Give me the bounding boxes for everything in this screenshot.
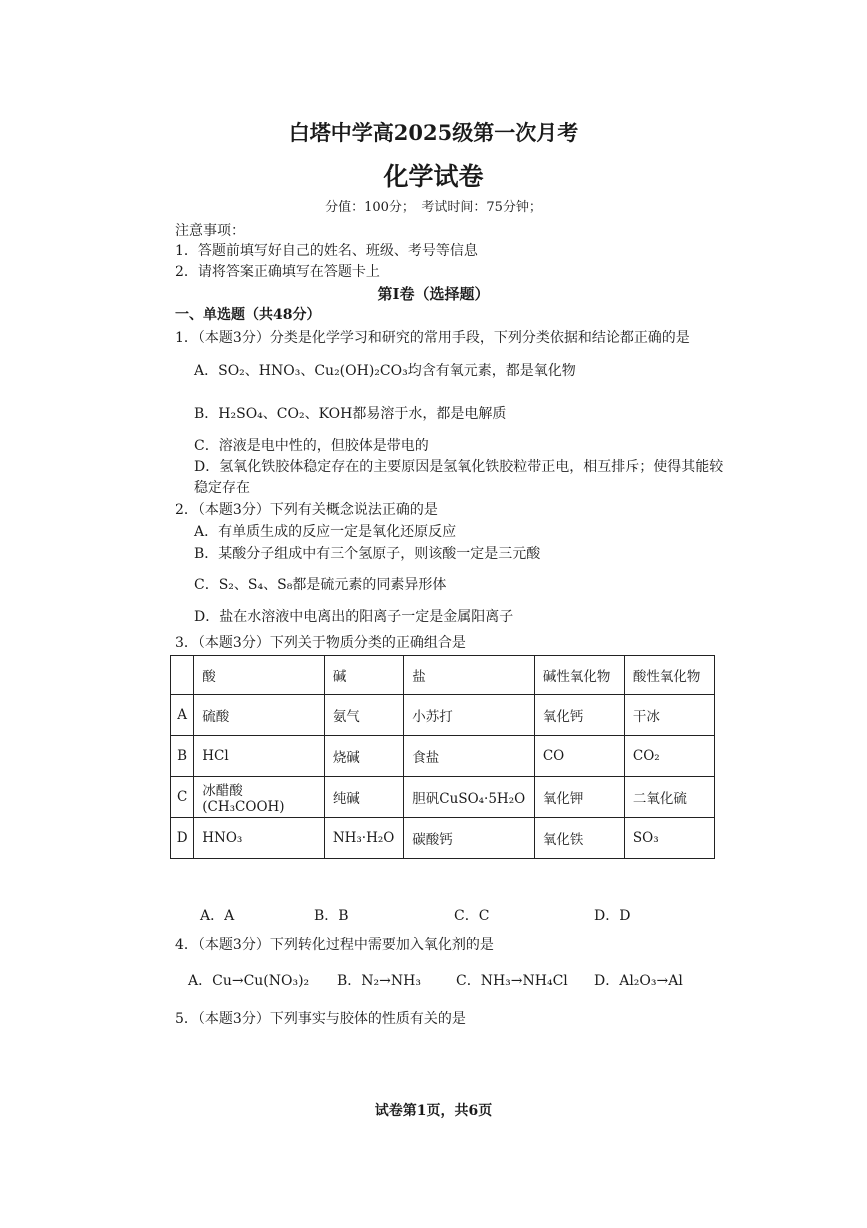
note-item: 2．请将答案正确填写在答题卡上: [175, 264, 380, 280]
table-row: [171, 695, 715, 736]
page-footer: 试卷第1页，共6页: [374, 1103, 493, 1119]
note-item: 1．答题前填写好自己的姓名、班级、考号等信息: [175, 243, 478, 259]
table-cell: 纯碱: [324, 777, 403, 818]
table-cell: 食盐: [404, 736, 535, 777]
option-b: B．某酸分子组成中有三个氢原子，则该酸一定是三元酸: [194, 546, 541, 562]
table-cell: 氧化铁: [534, 818, 624, 859]
option-c: C．S₂、S₄、S₈都是硫元素的同素异形体: [194, 577, 447, 593]
option-a: A．A: [200, 908, 235, 924]
option-c: C．NH₃→NH₄Cl: [456, 973, 568, 989]
classification-table: [170, 655, 715, 859]
section-title: 第Ⅰ卷（选择题）: [377, 285, 490, 303]
table-header-cell: 酸性氧化物: [624, 656, 714, 695]
table-cell: 二氧化硫: [624, 777, 714, 818]
option-b: B．B: [314, 908, 349, 924]
table-header-cell: 碱性氧化物: [534, 656, 624, 695]
option-d-continued: 稳定存在: [194, 480, 250, 496]
option-d: D．盐在水溶液中电离出的阳离子一定是金属阳离子: [194, 609, 514, 625]
table-cell: 氧化钙: [534, 695, 624, 736]
option-b: B．H₂SO₄、CO₂、KOH都易溶于水，都是电解质: [194, 406, 507, 422]
table-cell: NH₃·H₂O: [324, 818, 403, 859]
option-c: C．C: [454, 908, 490, 924]
table-cell: 硫酸: [194, 695, 325, 736]
exam-title: 白塔中学高2025级第一次月考: [288, 120, 579, 145]
option-a: A．有单质生成的反应一定是氧化还原反应: [194, 524, 457, 540]
table-cell: A: [171, 695, 194, 736]
table-cell: CO: [534, 736, 624, 777]
table-cell: SO₃: [624, 818, 714, 859]
question-stem: 1．（本题3分）分类是化学学习和研究的常用手段，下列分类依据和结论都正确的是: [175, 330, 690, 346]
table-cell: 冰醋酸(CH₃COOH): [194, 777, 325, 818]
table-cell: 胆矾CuSO₄·5H₂O: [404, 777, 535, 818]
table-cell: 干冰: [624, 695, 714, 736]
table-cell: 氨气: [324, 695, 403, 736]
exam-meta: 分值：100分； 考试时间：75分钟；: [325, 200, 542, 215]
table-cell: C: [171, 777, 194, 818]
table-cell: HNO₃: [194, 818, 325, 859]
option-d: D．Al₂O₃→Al: [594, 973, 683, 989]
table-row: [171, 736, 715, 777]
question-stem: 4．（本题3分）下列转化过程中需要加入氧化剂的是: [175, 937, 494, 953]
table-row: [171, 777, 715, 818]
exam-subtitle: 化学试卷: [383, 162, 484, 191]
question-stem: 2．（本题3分）下列有关概念说法正确的是: [175, 502, 438, 518]
table-cell: 氧化钾: [534, 777, 624, 818]
table-header-cell: [171, 656, 194, 695]
option-a: A．SO₂、HNO₃、Cu₂(OH)₂CO₃均含有氧元素，都是氧化物: [194, 363, 576, 379]
table-header-row: [171, 656, 715, 695]
option-d: D．氢氧化铁胶体稳定存在的主要原因是氢氧化铁胶粒带正电，相互排斥；使得其能较: [194, 459, 724, 475]
table-cell: CO₂: [624, 736, 714, 777]
table-cell: 小苏打: [404, 695, 535, 736]
table-header-cell: 酸: [194, 656, 325, 695]
notes-heading: 注意事项：: [175, 223, 245, 239]
table-cell: 碳酸钙: [404, 818, 535, 859]
table-cell: D: [171, 818, 194, 859]
table-header-cell: 碱: [324, 656, 403, 695]
option-a: A．Cu→Cu(NO₃)₂: [188, 973, 310, 989]
table-cell: B: [171, 736, 194, 777]
table-cell: 烧碱: [324, 736, 403, 777]
option-d: D．D: [594, 908, 631, 924]
question-stem: 5．（本题3分）下列事实与胶体的性质有关的是: [175, 1011, 466, 1027]
option-c: C．溶液是电中性的，但胶体是带电的: [194, 438, 429, 454]
table-header-cell: 盐: [404, 656, 535, 695]
option-b: B．N₂→NH₃: [337, 973, 421, 989]
table-cell: HCl: [194, 736, 325, 777]
table-row: [171, 818, 715, 859]
question-stem: 3．（本题3分）下列关于物质分类的正确组合是: [175, 635, 466, 651]
part-heading: 一、单选题（共48分）: [175, 307, 321, 323]
